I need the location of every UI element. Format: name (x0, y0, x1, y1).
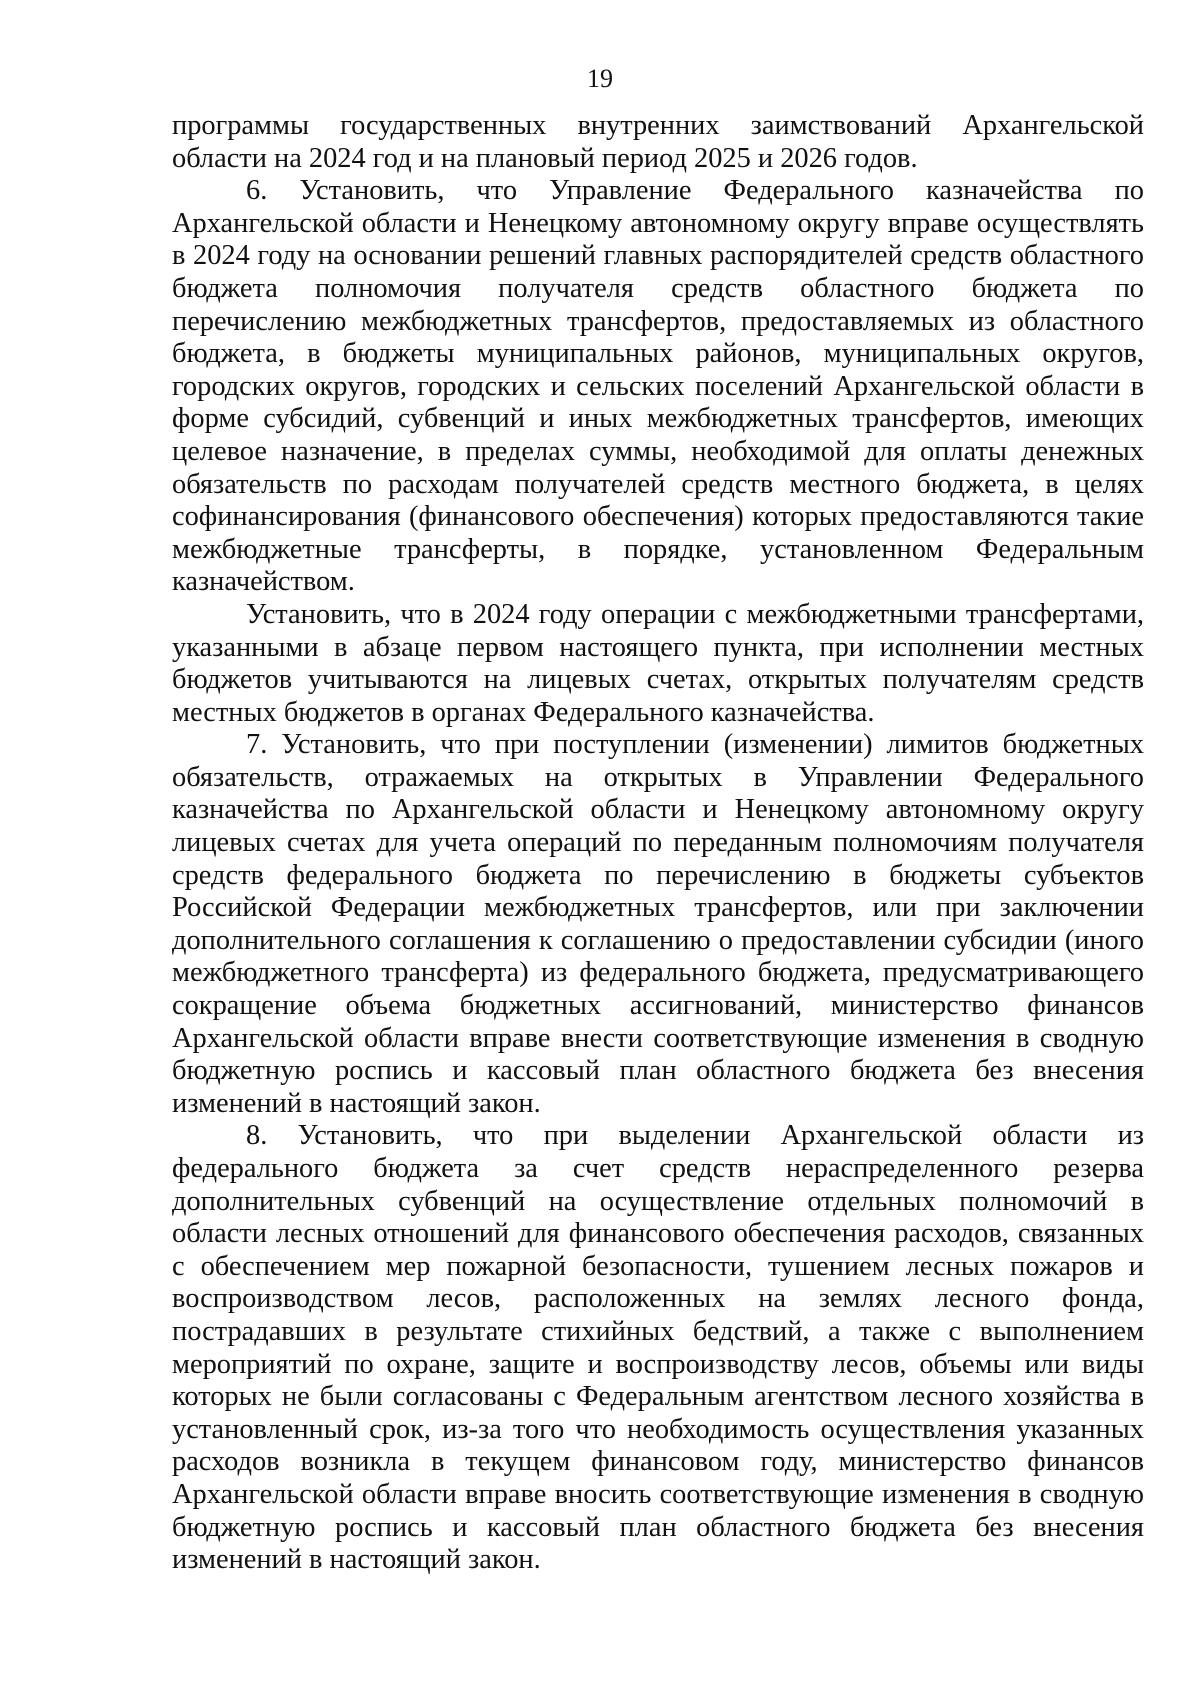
paragraph-item-6: 6. Установить, что Управление Федерального казначейства по Архангельской области и Ненецкому автономному округу вправе осуществлять в 2024 году на основании решений главных распорядителей средств областного бюджета полномочия получателя средств областного бюджета по перечислению межбюджетных трансфертов, предоставляемых из областного бюджета, в бюджеты муниципальных районов, муниципальных округов, городских округов, городских и сельских поселений Архангельской области в форме субсидий, субвенций и иных межбюджетных трансфертов, имеющих целевое назначение, в пределах суммы, необходимой для оплаты денежных обязательств по расходам получателей средств местного бюджета, в целях софинансирования (финансового обеспечения) которых предоставляются такие межбюджетные трансферты, в порядке, установленном Федеральным казначейством. (172, 175, 1144, 598)
paragraph-continuation: программы государственных внутренних заимствований Архангельской области на 2024 год и на плановый период 2025 и 2026 годов. (172, 110, 1144, 174)
document-body (172, 110, 1144, 1577)
paragraph-item-7: 7. Установить, что при поступлении (изменении) лимитов бюджетных обязательств, отражаемых на открытых в Управлении Федерального казначейства по Архангельской области и Ненецкому автономному округу лицевых счетах для учета операций по переданным полномочиям получателя средств федерального бюджета по перечислению в бюджеты субъектов Российской Федерации межбюджетных трансфертов, или при заключении дополнительного соглашения к соглашению о предоставлении субсидии (иного межбюджетного трансферта) из федерального бюджета, предусматривающего сокращение объема бюджетных ассигнований, министерство финансов Архангельской области вправе внести соответствующие изменения в сводную бюджетную роспись и кассовый план областного бюджета без внесения изменений в настоящий закон. (172, 729, 1144, 1119)
paragraph-item-8: 8. Установить, что при выделении Архангельской области из федерального бюджета за счет средств нераспределенного резерва дополнительных субвенций на осуществление отдельных полномочий в области лесных отношений для финансового обеспечения расходов, связанных с обеспечением мер пожарной безопасности, тушением лесных пожаров и воспроизводством лесов, расположенных на землях лесного фонда, пострадавших в результате стихийных бедствий, а также с выполнением мероприятий по охране, защите и воспроизводству лесов, объемы или виды которых не были согласованы с Федеральным агентством лесного хозяйства в установленный срок, из-за того что необходимость осуществления указанных расходов возникла в текущем финансовом году, министерство финансов Архангельской области вправе вносить соответствующие изменения в сводную бюджетную роспись и кассовый план областного бюджета без внесения изменений в настоящий закон. (172, 1120, 1144, 1576)
paragraph-item-6-second: Установить, что в 2024 году операции с межбюджетными трансфертами, указанными в абзаце первом настоящего пункта, при исполнении местных бюджетов учитываются на лицевых счетах, открытых получателям средств местных бюджетов в органах Федерального казначейства. (172, 598, 1144, 728)
page-number: 19 (587, 64, 613, 93)
